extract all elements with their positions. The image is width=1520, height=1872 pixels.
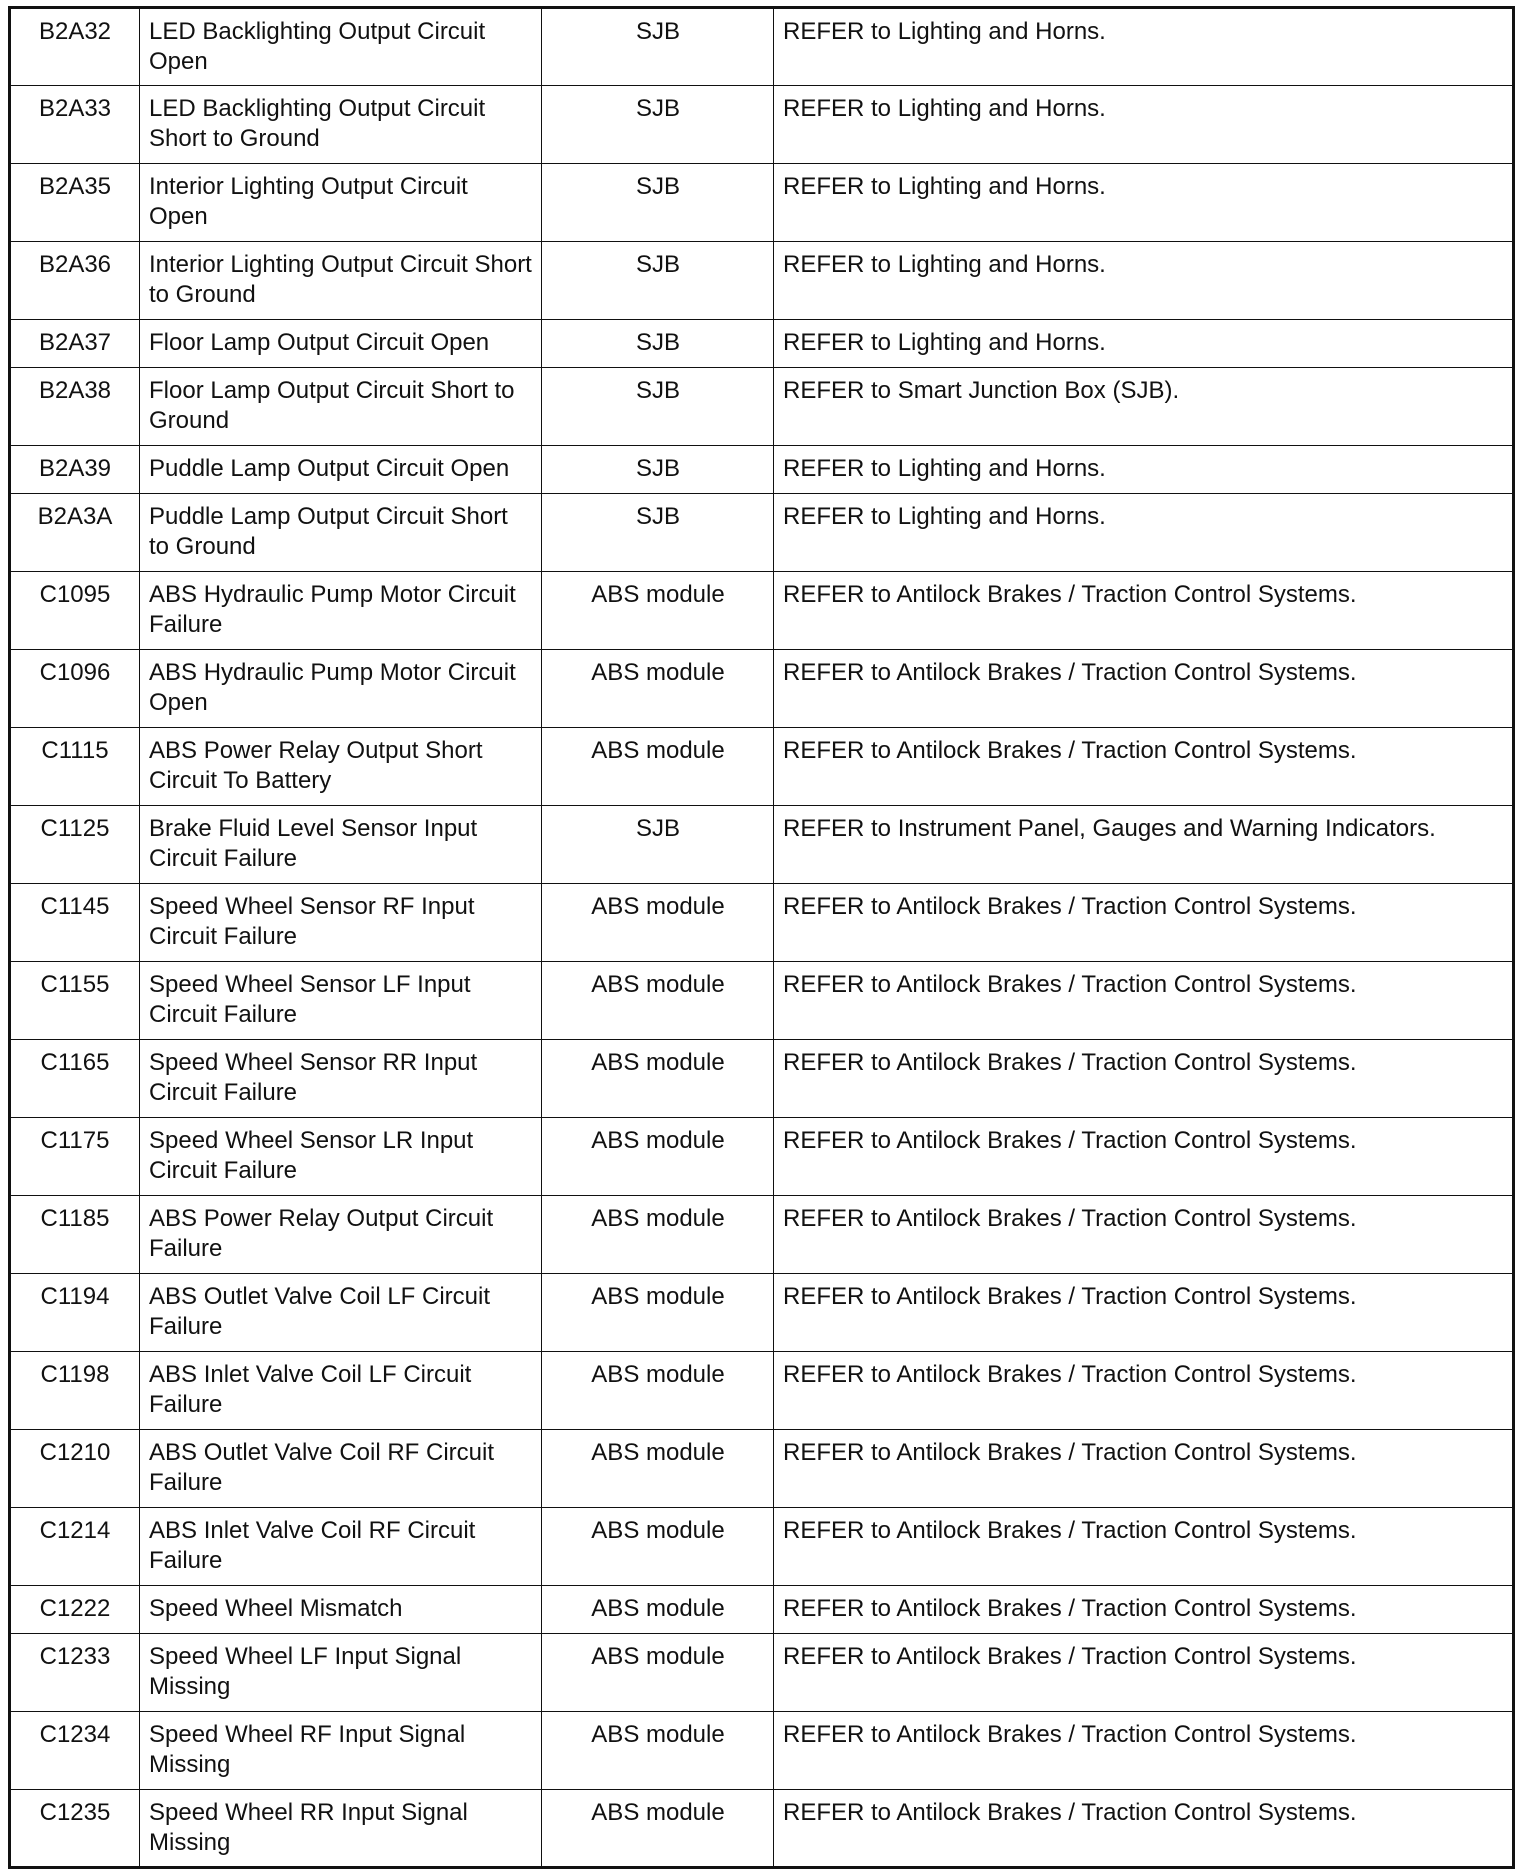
dtc-table — [8, 6, 1515, 1869]
dtc-code: C1194 — [10, 1274, 140, 1352]
dtc-action: REFER to Antilock Brakes / Traction Control Systems. — [774, 1040, 1514, 1118]
dtc-module: SJB — [542, 494, 774, 572]
dtc-action: REFER to Antilock Brakes / Traction Control Systems. — [774, 1508, 1514, 1586]
dtc-action: REFER to Lighting and Horns. — [774, 164, 1514, 242]
dtc-action: REFER to Antilock Brakes / Traction Control Systems. — [774, 572, 1514, 650]
dtc-table-container — [8, 6, 1512, 1869]
dtc-action: REFER to Lighting and Horns. — [774, 320, 1514, 368]
dtc-action: REFER to Lighting and Horns. — [774, 242, 1514, 320]
table-row — [10, 1196, 1514, 1274]
table-row — [10, 8, 1514, 86]
dtc-code: C1185 — [10, 1196, 140, 1274]
dtc-description: ABS Inlet Valve Coil LF Circuit Failure — [140, 1352, 542, 1430]
dtc-code: C1222 — [10, 1586, 140, 1634]
table-row — [10, 368, 1514, 446]
dtc-module: ABS module — [542, 1040, 774, 1118]
dtc-action: REFER to Instrument Panel, Gauges and Warning Indicators. — [774, 806, 1514, 884]
dtc-module: SJB — [542, 446, 774, 494]
table-row — [10, 1274, 1514, 1352]
table-row — [10, 1118, 1514, 1196]
dtc-code: B2A36 — [10, 242, 140, 320]
dtc-module: SJB — [542, 368, 774, 446]
dtc-description: Interior Lighting Output Circuit Open — [140, 164, 542, 242]
table-row — [10, 1586, 1514, 1634]
dtc-description: Puddle Lamp Output Circuit Short to Ground — [140, 494, 542, 572]
dtc-module: ABS module — [542, 728, 774, 806]
dtc-action: REFER to Antilock Brakes / Traction Control Systems. — [774, 728, 1514, 806]
table-row — [10, 1040, 1514, 1118]
table-row — [10, 728, 1514, 806]
dtc-action: REFER to Antilock Brakes / Traction Control Systems. — [774, 1118, 1514, 1196]
dtc-module: ABS module — [542, 1274, 774, 1352]
table-row — [10, 884, 1514, 962]
dtc-module: ABS module — [542, 1586, 774, 1634]
table-row — [10, 572, 1514, 650]
table-row — [10, 1508, 1514, 1586]
dtc-code: B2A38 — [10, 368, 140, 446]
dtc-action: REFER to Lighting and Horns. — [774, 446, 1514, 494]
dtc-description: Brake Fluid Level Sensor Input Circuit Failure — [140, 806, 542, 884]
dtc-code: C1214 — [10, 1508, 140, 1586]
dtc-module: ABS module — [542, 884, 774, 962]
dtc-description: ABS Outlet Valve Coil RF Circuit Failure — [140, 1430, 542, 1508]
dtc-description: Floor Lamp Output Circuit Short to Ground — [140, 368, 542, 446]
dtc-code: C1198 — [10, 1352, 140, 1430]
dtc-description: Speed Wheel LF Input Signal Missing — [140, 1634, 542, 1712]
dtc-action: REFER to Smart Junction Box (SJB). — [774, 368, 1514, 446]
dtc-action: REFER to Lighting and Horns. — [774, 86, 1514, 164]
dtc-code: C1234 — [10, 1712, 140, 1790]
dtc-table-body — [10, 8, 1514, 1868]
dtc-code: B2A3A — [10, 494, 140, 572]
dtc-description: Speed Wheel Sensor LF Input Circuit Failure — [140, 962, 542, 1040]
dtc-code: C1096 — [10, 650, 140, 728]
dtc-action: REFER to Antilock Brakes / Traction Control Systems. — [774, 1196, 1514, 1274]
dtc-module: ABS module — [542, 1196, 774, 1274]
dtc-module: SJB — [542, 320, 774, 368]
dtc-action: REFER to Antilock Brakes / Traction Control Systems. — [774, 1790, 1514, 1868]
dtc-description: ABS Inlet Valve Coil RF Circuit Failure — [140, 1508, 542, 1586]
table-row — [10, 1712, 1514, 1790]
dtc-code: C1175 — [10, 1118, 140, 1196]
dtc-description: Speed Wheel Sensor RR Input Circuit Failure — [140, 1040, 542, 1118]
table-row — [10, 446, 1514, 494]
table-row — [10, 86, 1514, 164]
dtc-module: SJB — [542, 806, 774, 884]
table-row — [10, 164, 1514, 242]
dtc-description: Floor Lamp Output Circuit Open — [140, 320, 542, 368]
dtc-description: Speed Wheel RR Input Signal Missing — [140, 1790, 542, 1868]
dtc-description: ABS Hydraulic Pump Motor Circuit Failure — [140, 572, 542, 650]
dtc-action: REFER to Antilock Brakes / Traction Control Systems. — [774, 962, 1514, 1040]
table-row — [10, 1352, 1514, 1430]
table-row — [10, 242, 1514, 320]
dtc-description: Speed Wheel RF Input Signal Missing — [140, 1712, 542, 1790]
dtc-action: REFER to Antilock Brakes / Traction Control Systems. — [774, 1352, 1514, 1430]
dtc-action: REFER to Antilock Brakes / Traction Control Systems. — [774, 650, 1514, 728]
table-row — [10, 1634, 1514, 1712]
dtc-module: ABS module — [542, 1352, 774, 1430]
dtc-action: REFER to Lighting and Horns. — [774, 494, 1514, 572]
dtc-description: Speed Wheel Sensor RF Input Circuit Failure — [140, 884, 542, 962]
dtc-description: LED Backlighting Output Circuit Short to Ground — [140, 86, 542, 164]
table-row — [10, 650, 1514, 728]
dtc-code: C1145 — [10, 884, 140, 962]
dtc-action: REFER to Antilock Brakes / Traction Control Systems. — [774, 1274, 1514, 1352]
dtc-description: Speed Wheel Mismatch — [140, 1586, 542, 1634]
dtc-module: ABS module — [542, 650, 774, 728]
dtc-description: Speed Wheel Sensor LR Input Circuit Failure — [140, 1118, 542, 1196]
dtc-code: C1155 — [10, 962, 140, 1040]
dtc-module: SJB — [542, 86, 774, 164]
dtc-description: ABS Power Relay Output Circuit Failure — [140, 1196, 542, 1274]
dtc-module: ABS module — [542, 1118, 774, 1196]
dtc-code: B2A39 — [10, 446, 140, 494]
dtc-code: C1125 — [10, 806, 140, 884]
dtc-code: C1095 — [10, 572, 140, 650]
dtc-module: ABS module — [542, 1634, 774, 1712]
dtc-action: REFER to Antilock Brakes / Traction Control Systems. — [774, 1430, 1514, 1508]
table-row — [10, 962, 1514, 1040]
dtc-module: SJB — [542, 8, 774, 86]
dtc-code: B2A35 — [10, 164, 140, 242]
table-row — [10, 320, 1514, 368]
dtc-action: REFER to Antilock Brakes / Traction Control Systems. — [774, 1712, 1514, 1790]
dtc-action: REFER to Antilock Brakes / Traction Control Systems. — [774, 884, 1514, 962]
dtc-module: ABS module — [542, 1790, 774, 1868]
dtc-code: B2A37 — [10, 320, 140, 368]
dtc-module: ABS module — [542, 1508, 774, 1586]
table-row — [10, 1430, 1514, 1508]
dtc-module: ABS module — [542, 1712, 774, 1790]
dtc-module: ABS module — [542, 962, 774, 1040]
dtc-module: SJB — [542, 164, 774, 242]
dtc-description: ABS Hydraulic Pump Motor Circuit Open — [140, 650, 542, 728]
dtc-action: REFER to Antilock Brakes / Traction Control Systems. — [774, 1586, 1514, 1634]
dtc-description: Interior Lighting Output Circuit Short to Ground — [140, 242, 542, 320]
dtc-code: C1233 — [10, 1634, 140, 1712]
dtc-description: LED Backlighting Output Circuit Open — [140, 8, 542, 86]
dtc-code: C1115 — [10, 728, 140, 806]
dtc-module: ABS module — [542, 572, 774, 650]
dtc-code: C1235 — [10, 1790, 140, 1868]
table-row — [10, 494, 1514, 572]
dtc-code: B2A33 — [10, 86, 140, 164]
dtc-description: Puddle Lamp Output Circuit Open — [140, 446, 542, 494]
dtc-module: ABS module — [542, 1430, 774, 1508]
dtc-code: B2A32 — [10, 8, 140, 86]
dtc-action: REFER to Antilock Brakes / Traction Control Systems. — [774, 1634, 1514, 1712]
dtc-description: ABS Outlet Valve Coil LF Circuit Failure — [140, 1274, 542, 1352]
dtc-code: C1165 — [10, 1040, 140, 1118]
dtc-action: REFER to Lighting and Horns. — [774, 8, 1514, 86]
dtc-description: ABS Power Relay Output Short Circuit To Battery — [140, 728, 542, 806]
table-row — [10, 1790, 1514, 1868]
dtc-module: SJB — [542, 242, 774, 320]
table-row — [10, 806, 1514, 884]
dtc-code: C1210 — [10, 1430, 140, 1508]
